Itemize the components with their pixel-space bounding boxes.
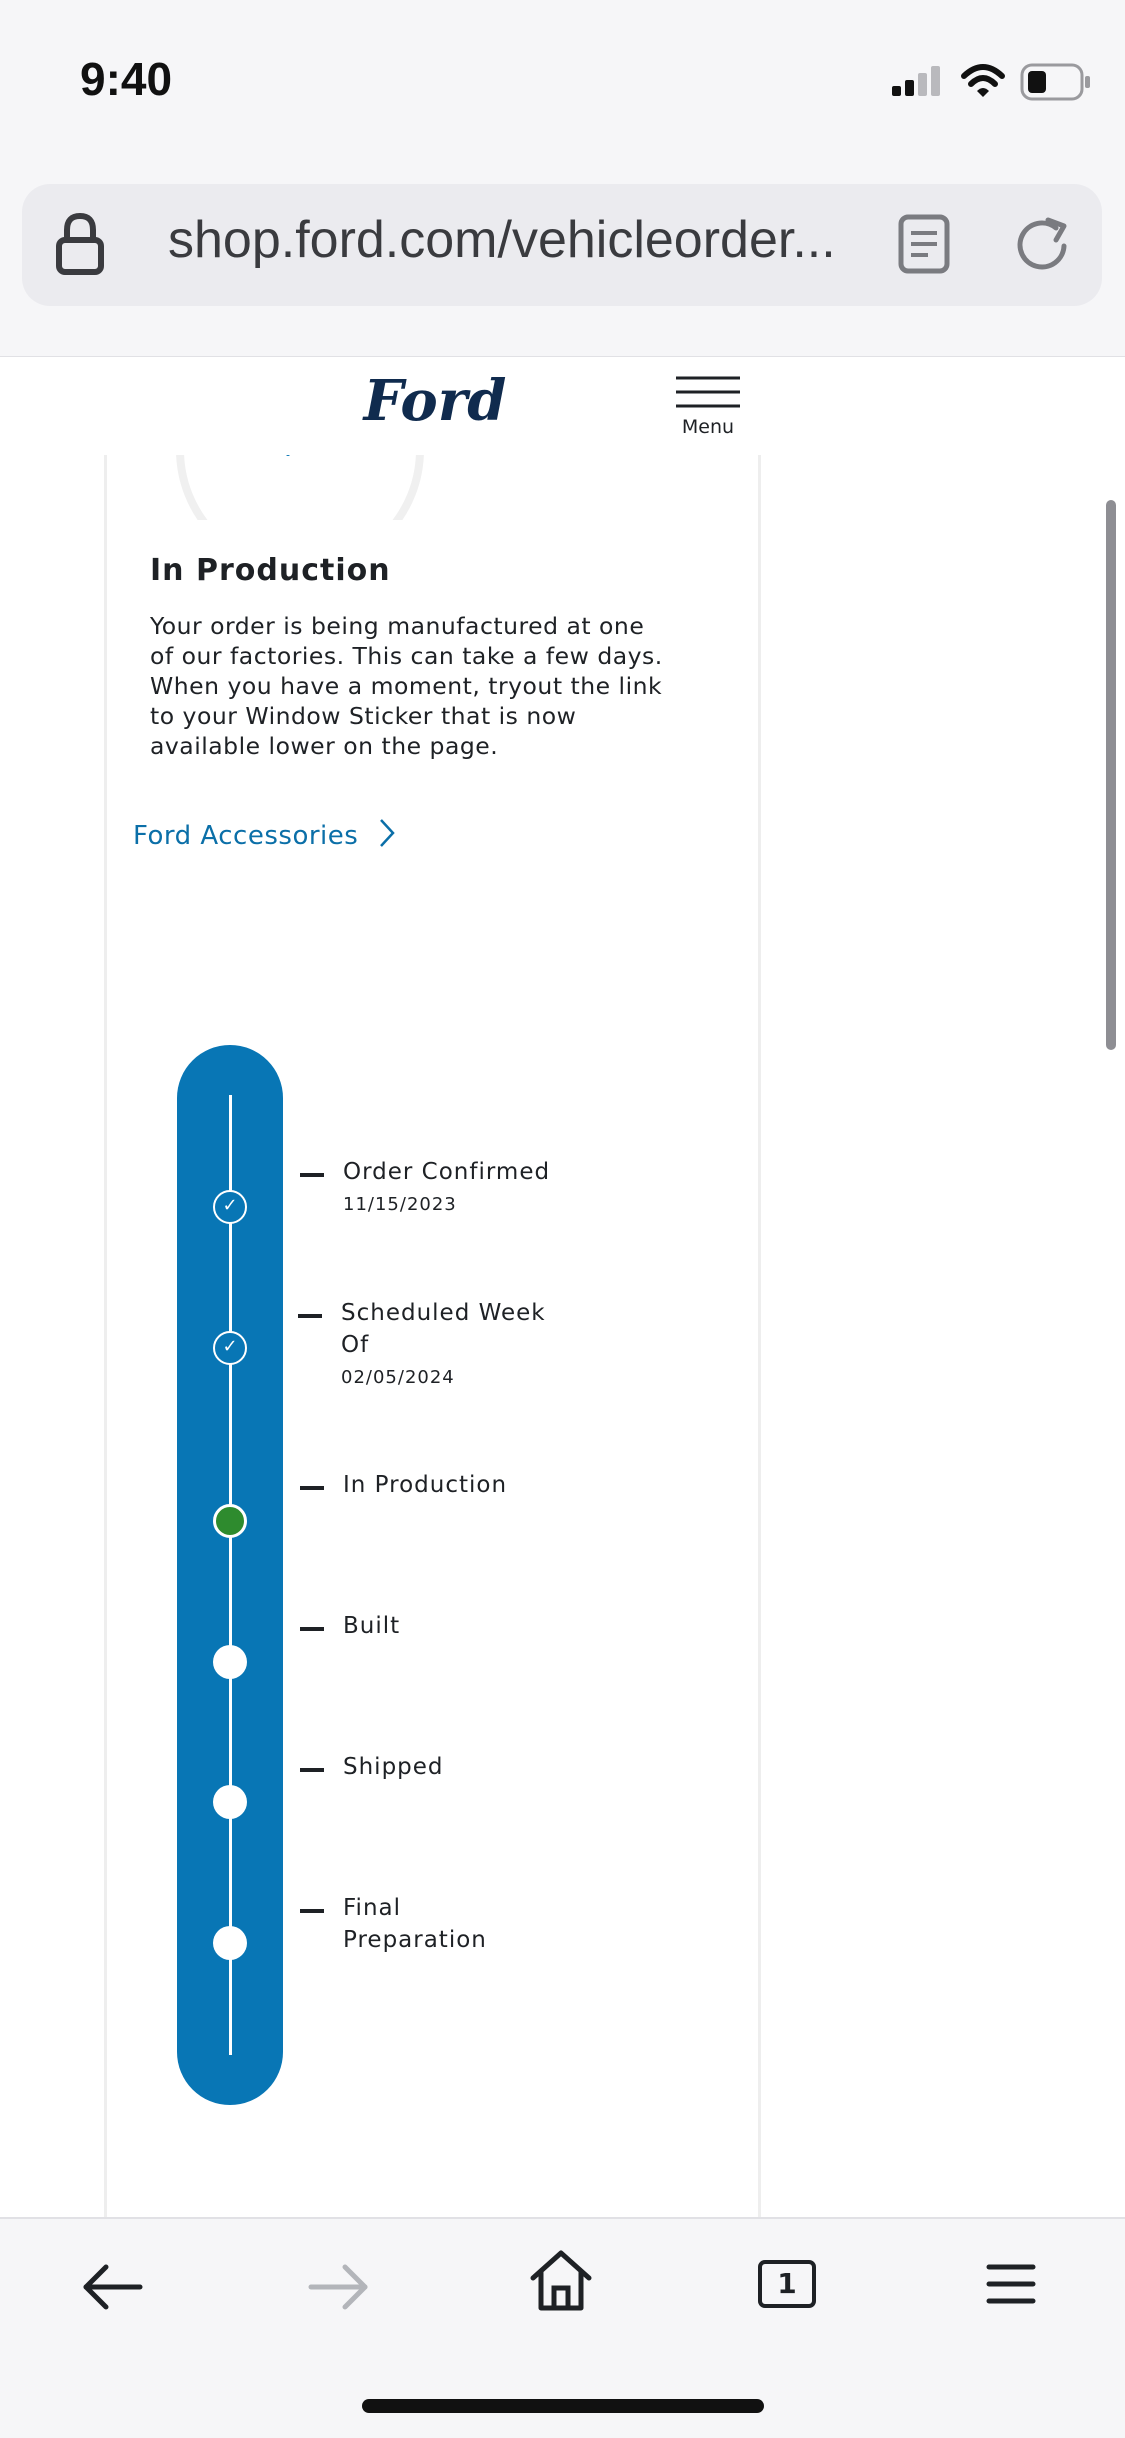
back-icon[interactable] <box>80 2262 146 2312</box>
content-divider-left <box>104 357 107 2217</box>
step-dash <box>300 1909 324 1913</box>
step-upcoming-marker <box>213 1645 247 1679</box>
forward-icon[interactable] <box>305 2262 371 2312</box>
step-dash <box>300 1486 324 1490</box>
tracker-rail <box>229 1095 232 2055</box>
step-complete-marker <box>213 1190 247 1224</box>
url-text[interactable]: shop.ford.com/vehicleorder... <box>168 211 836 269</box>
step-complete-marker <box>213 1331 247 1365</box>
hamburger-menu-icon <box>674 374 742 414</box>
chevron-right-icon <box>377 818 397 848</box>
checkmark-icon: ✓ <box>222 1336 238 1357</box>
step-label: Shipped <box>343 1754 444 1780</box>
page-scrollbar[interactable] <box>1106 500 1116 1050</box>
step-label: In Production <box>343 1472 508 1498</box>
step-upcoming-marker <box>213 1785 247 1819</box>
step-dash <box>298 1314 322 1318</box>
menu-label: Menu <box>681 416 735 438</box>
logo-text: Ford <box>363 368 507 434</box>
ford-accessories-link[interactable] <box>133 818 397 851</box>
ford-accessories-label: Ford Accessories <box>133 821 359 851</box>
tabs-icon[interactable]: 1 <box>758 2260 816 2308</box>
step-upcoming-marker <box>213 1926 247 1960</box>
wifi-icon <box>960 64 1006 100</box>
step-dash <box>300 1173 324 1177</box>
step-date: 11/15/2023 <box>343 1194 457 1215</box>
step-label: Scheduled Week Of <box>341 1300 546 1358</box>
home-indicator[interactable] <box>362 2399 764 2413</box>
ford-logo[interactable] <box>360 368 510 438</box>
cellular-signal-icon <box>890 66 946 98</box>
checkmark-icon: ✓ <box>222 1195 238 1216</box>
step-date: 02/05/2024 <box>341 1367 455 1388</box>
menu-button[interactable] <box>672 370 744 442</box>
step-dash <box>300 1627 324 1631</box>
step-label: Final Preparation <box>343 1895 487 1953</box>
step-label: Order Confirmed <box>343 1159 551 1185</box>
step-dash <box>300 1768 324 1772</box>
reload-icon[interactable] <box>1010 212 1076 278</box>
step-label: Built <box>343 1613 401 1639</box>
reader-mode-icon[interactable] <box>898 214 950 274</box>
home-icon[interactable] <box>528 2248 594 2314</box>
lock-icon <box>55 210 105 276</box>
status-time: 9:40 <box>80 53 173 105</box>
status-description: Your order is being manufactured at one of our factories. This can take a few days. When you have a moment, tryout the link to your Window Sticker that is now available lower on the page. <box>150 612 663 760</box>
step-current-marker <box>213 1504 247 1538</box>
battery-icon <box>1020 63 1092 101</box>
content-divider-right <box>758 357 761 2217</box>
browser-menu-icon[interactable] <box>986 2262 1036 2306</box>
status-title: In Production <box>150 553 391 588</box>
